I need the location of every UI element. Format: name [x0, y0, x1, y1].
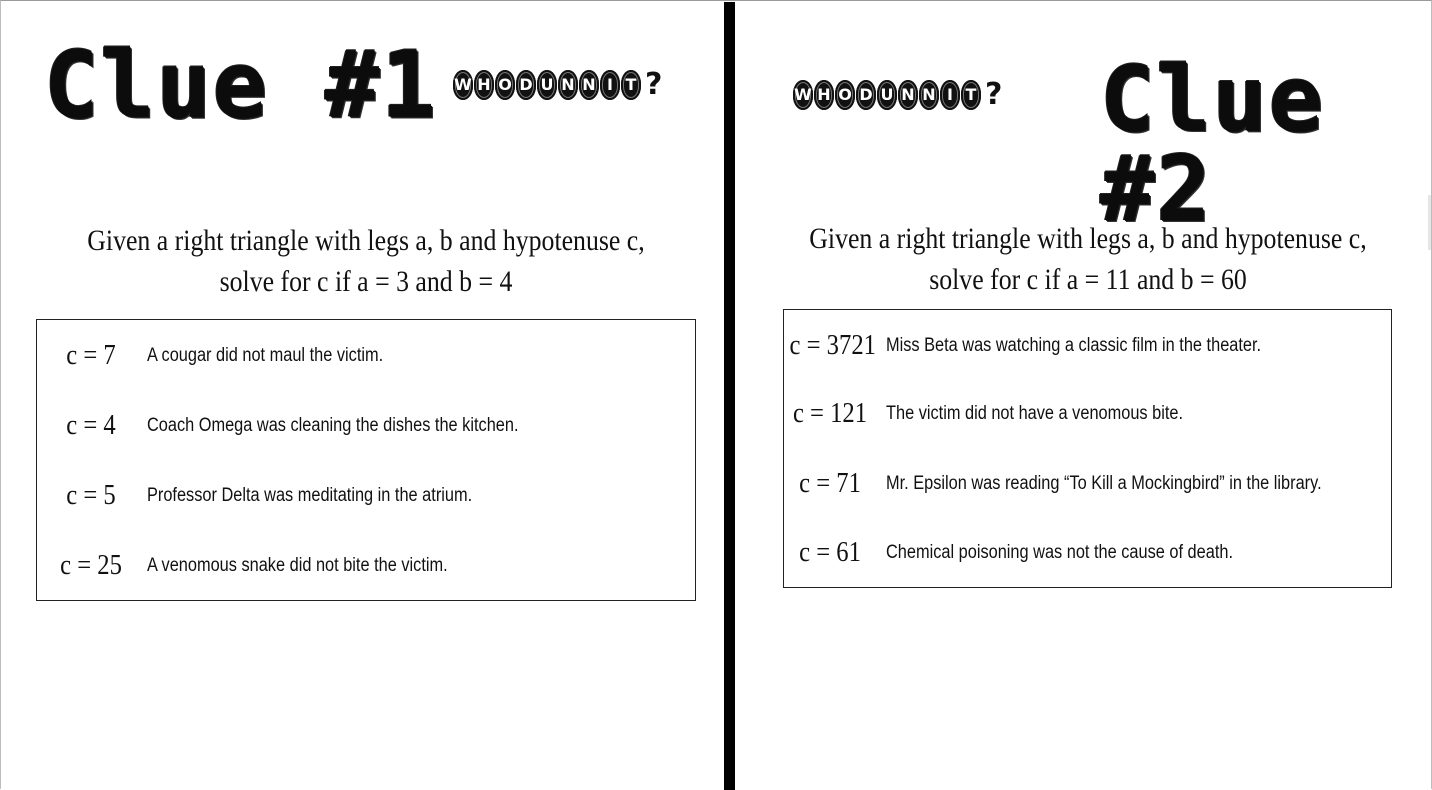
- whodunnit-letter: U: [877, 80, 897, 110]
- whodunnit-letter: W: [793, 80, 813, 110]
- answer-clue: A venomous snake did not bite the victim.: [147, 555, 448, 576]
- whodunnit-letter: U: [537, 70, 557, 100]
- answer-value: c = 5: [66, 480, 116, 511]
- answer-value: c = 121: [792, 398, 868, 429]
- answer-row: [37, 338, 422, 374]
- whodunnit-letter: I: [940, 80, 960, 110]
- answer-row: [37, 408, 579, 444]
- answer-row: [784, 535, 1289, 571]
- answer-value: c = 71: [799, 468, 861, 499]
- clue-question: [39, 220, 693, 302]
- answer-clue: Miss Beta was watching a classic film in the theater.: [886, 335, 1262, 356]
- clue-title: Clue #1: [44, 31, 438, 140]
- whodunnit-letter: N: [919, 80, 939, 110]
- answer-row: [784, 328, 1322, 364]
- question-line-1: Given a right triangle with legs a, b and hypotenuse c,: [809, 222, 1367, 255]
- whodunnit-letter: H: [474, 70, 494, 100]
- answer-value: c = 7: [66, 340, 116, 371]
- whodunnit-letter: O: [835, 80, 855, 110]
- answer-clue: Mr. Epsilon was reading “To Kill a Mockingbird” in the library.: [886, 473, 1322, 494]
- answer-clue: The victim did not have a venomous bite.: [886, 403, 1184, 424]
- question-mark: ?: [985, 77, 1003, 112]
- answer-row: [784, 466, 1393, 502]
- question-mark: ?: [645, 67, 663, 102]
- clue-title: Clue #2: [1100, 47, 1325, 242]
- answer-row: [37, 478, 525, 514]
- answer-clue: Coach Omega was cleaning the dishes the kitchen.: [147, 415, 519, 436]
- answer-row: [784, 396, 1231, 432]
- question-line-1: Given a right triangle with legs a, b and hypotenuse c,: [87, 224, 645, 257]
- whodunnit-letter: T: [621, 70, 641, 100]
- whodunnit-letter: W: [453, 70, 473, 100]
- whodunnit-letter: D: [856, 80, 876, 110]
- answer-clue: A cougar did not maul the victim.: [147, 345, 384, 366]
- whodunnit-letter: D: [516, 70, 536, 100]
- answer-value: c = 61: [799, 537, 861, 568]
- question-line-2: solve for c if a = 11 and b = 60: [929, 263, 1247, 296]
- whodunnit-letter: T: [961, 80, 981, 110]
- whodunnit-letter: H: [814, 80, 834, 110]
- answer-clue: Chemical poisoning was not the cause of death.: [886, 542, 1233, 563]
- question-line-2: solve for c if a = 3 and b = 4: [219, 265, 513, 298]
- whodunnit-letter: N: [898, 80, 918, 110]
- answer-value: c = 3721: [789, 330, 876, 361]
- answer-choices: [783, 309, 1392, 588]
- answer-choices: [36, 319, 696, 601]
- whodunnit-letter: O: [495, 70, 515, 100]
- clue-question: [761, 218, 1415, 300]
- answer-clue: Professor Delta was meditating in the atrium.: [147, 485, 473, 506]
- whodunnit-logo: [793, 77, 1003, 112]
- answer-value: c = 25: [60, 550, 122, 581]
- whodunnit-letter: N: [579, 70, 599, 100]
- whodunnit-letter: N: [558, 70, 578, 100]
- whodunnit-logo: [453, 67, 663, 102]
- answer-value: c = 4: [66, 410, 116, 441]
- center-divider: [724, 2, 735, 790]
- answer-row: [37, 548, 497, 584]
- whodunnit-letter: I: [600, 70, 620, 100]
